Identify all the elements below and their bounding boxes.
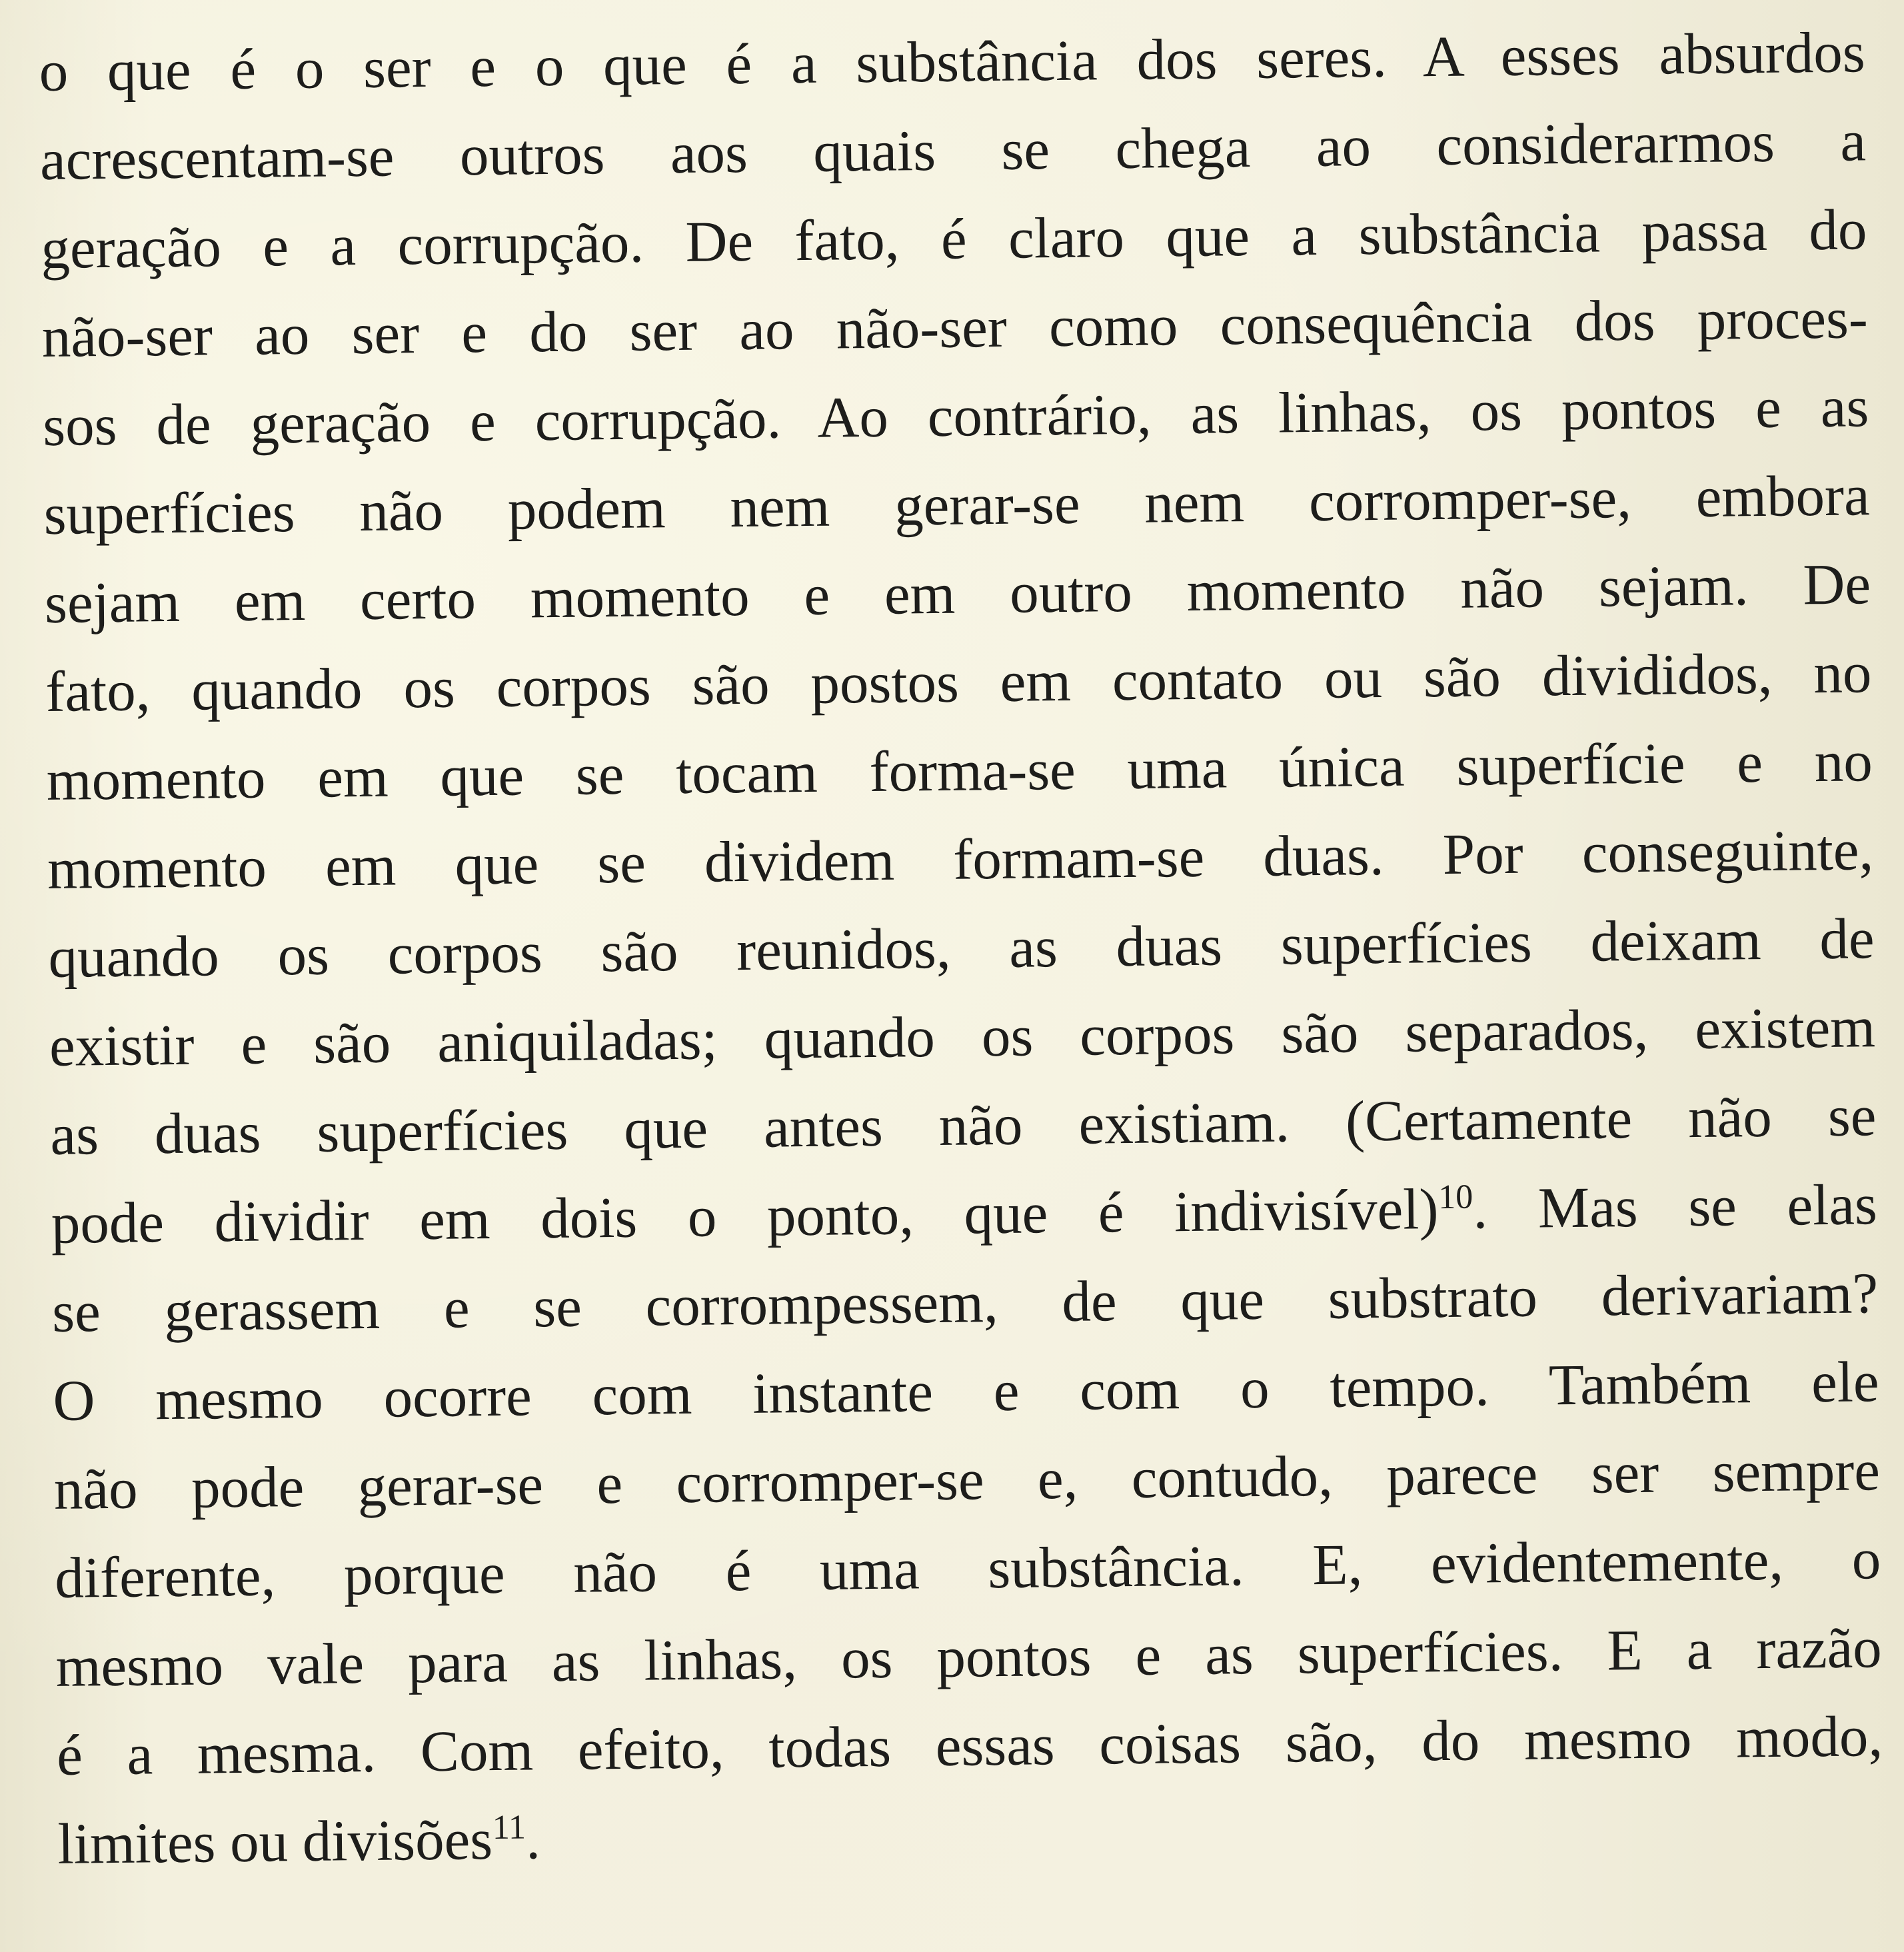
footnote-marker-11: 11 (492, 1808, 526, 1847)
line-21-before-note: limites ou divisões (57, 1807, 493, 1876)
text-line-12: existir e são aniquiladas; quando os corpos são separados, existem (49, 994, 1876, 1078)
text-line-1: o que é o ser e o que é a substância dos seres. A esses absurdos (39, 19, 1866, 103)
text-line-5: sos de geração e corrupção. Ao contrário, as linhas, os pontos e as (42, 374, 1869, 458)
text-line-21 (57, 1780, 1884, 1888)
text-line-20: é a mesma. Com efeito, todas essas coisas são, do mesmo modo, (56, 1703, 1883, 1787)
text-line-18: diferente, porque não é uma substância. E, evidentemente, o (54, 1526, 1881, 1610)
text-line-10: momento em que se dividem formam-se duas. Por conseguinte, (47, 817, 1874, 901)
text-line-6: superfícies não podem nem gerar-se nem corromper-se, embora (43, 463, 1871, 546)
text-line-11: quando os corpos são reunidos, as duas superfícies deixam de (48, 906, 1875, 990)
text-line-9: momento em que se tocam forma-se uma única superfície e no (46, 728, 1873, 812)
text-line-16: O mesmo ocorre com instante e com o tempo. Também ele (53, 1349, 1879, 1433)
text-line-17: não pode gerar-se e corromper-se e, contudo, parece ser sempre (53, 1438, 1881, 1521)
text-line-13: as duas superfícies que antes não existiam. (Certamente não se (49, 1083, 1877, 1167)
text-line-7: sejam em certo momento e em outro momento não sejam. De (44, 551, 1871, 635)
line-14-before-note: pode dividir em dois o ponto, que é indivisível) (51, 1176, 1439, 1256)
text-line-2: acrescentam-se outros aos quais se chega ao considerarmos a (39, 108, 1867, 192)
text-line-19: mesmo vale para as linhas, os pontos e as superfícies. E a razão (55, 1615, 1883, 1699)
text-line-3: geração e a corrupção. De fato, é claro que a substância passa do (40, 197, 1867, 281)
text-line-4: não-ser ao ser e do ser ao não-ser como consequência dos proces- (41, 285, 1869, 369)
line-14-after-note: . Mas se elas (1472, 1172, 1878, 1241)
text-line-15: se gerassem e se corrompessem, de que substrato derivariam? (51, 1260, 1879, 1344)
body-text (39, 7, 1884, 1888)
line-21-after-note: . (525, 1806, 541, 1871)
footnote-marker-10: 10 (1437, 1178, 1473, 1217)
text-line-8: fato, quando os corpos são postos em contato ou são divididos, no (45, 640, 1872, 724)
